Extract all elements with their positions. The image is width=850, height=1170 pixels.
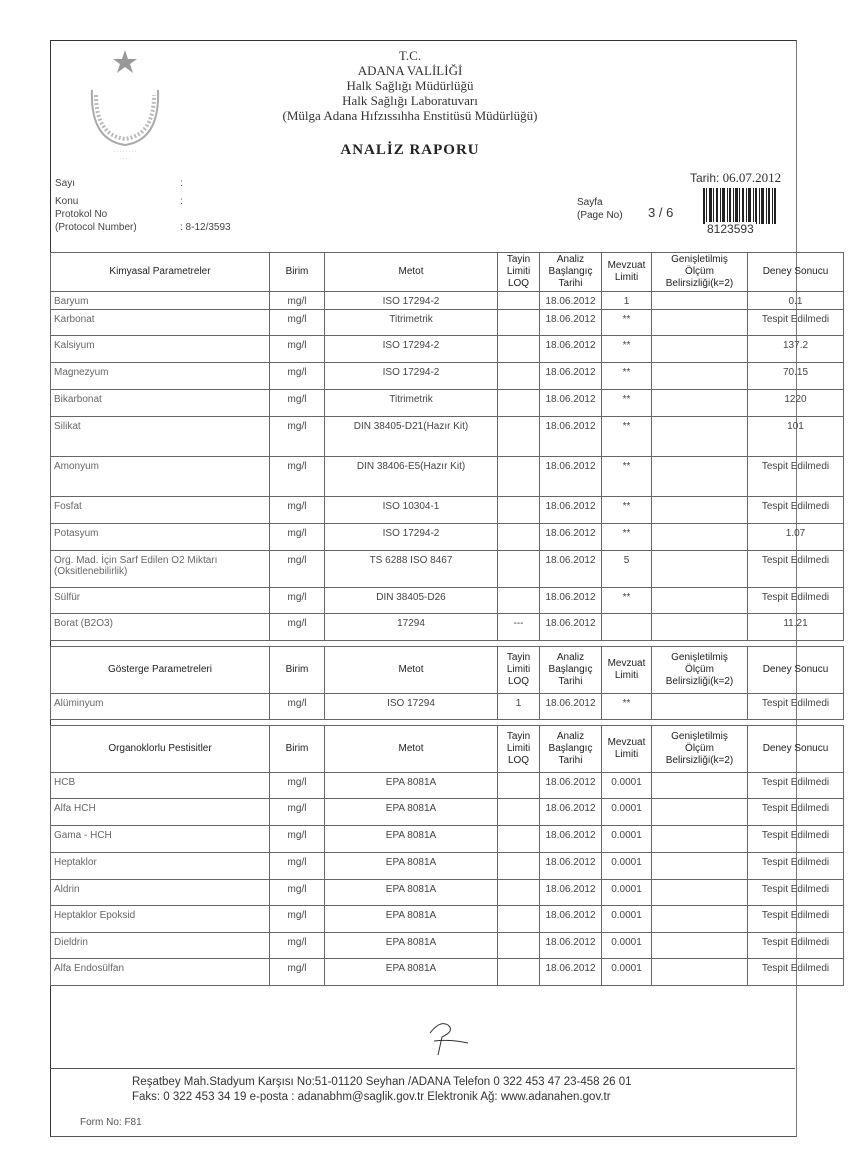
table-row (51, 826, 844, 853)
column-header-line: Analiz (556, 254, 585, 265)
column-header-uncertainty (652, 647, 748, 694)
section-title: Organoklorlu Pestisitler (51, 726, 270, 773)
report-date (690, 170, 781, 186)
table-row (51, 551, 844, 588)
column-header-line: Analiz (556, 731, 585, 742)
method-cell: TS 6288 ISO 8467 (325, 551, 498, 588)
uncertainty-cell (652, 614, 748, 641)
result-cell: 0.1 (748, 292, 844, 310)
start-date-cell: 18.06.2012 (540, 959, 602, 986)
meta-konu (55, 196, 183, 207)
result-cell: Tespit Edilmedi (748, 694, 844, 720)
method-cell: 17294 (325, 614, 498, 641)
uncertainty-cell (652, 551, 748, 588)
start-date-cell: 18.06.2012 (540, 292, 602, 310)
method-cell: ISO 17294-2 (325, 336, 498, 363)
method-cell: Titrimetrik (325, 390, 498, 417)
loq-cell (498, 906, 540, 933)
method-cell: DIN 38406-E5(Hazır Kit) (325, 457, 498, 497)
meta-label: Sayı (55, 178, 76, 189)
parameter-cell: Fosfat (51, 497, 270, 524)
report-title: ANALİZ RAPORU (340, 142, 480, 158)
section-title: Gösterge Parametreleri (51, 647, 270, 694)
limit-cell: 5 (602, 551, 652, 588)
table-row (51, 906, 844, 933)
column-header-line: Mevzuat (607, 260, 646, 271)
method-cell: ISO 17294-2 (325, 292, 498, 310)
loq-cell (498, 773, 540, 799)
method-cell: EPA 8081A (325, 933, 498, 959)
start-date-cell: 18.06.2012 (540, 457, 602, 497)
column-header-start-date (540, 726, 602, 773)
table-row (51, 880, 844, 906)
meta-label: (Protocol Number) (55, 222, 137, 233)
result-cell: Tespit Edilmedi (748, 799, 844, 826)
unit-cell: mg/l (270, 336, 325, 363)
limit-cell: 0.0001 (602, 773, 652, 799)
table-row (51, 363, 844, 390)
limit-cell: ** (602, 497, 652, 524)
uncertainty-cell (652, 524, 748, 551)
loq-cell (498, 933, 540, 959)
unit-cell: mg/l (270, 933, 325, 959)
result-cell: Tespit Edilmedi (748, 959, 844, 986)
parameter-cell: Baryum (51, 292, 270, 310)
uncertainty-cell (652, 292, 748, 310)
parameter-cell: Org. Mad. İçin Sarf Edilen O2 Miktarı (Oksitlenebilirlik) (51, 551, 270, 588)
column-header-line: Belirsizliği(k=2) (665, 676, 734, 687)
table-row (51, 588, 844, 614)
limit-cell: ** (602, 524, 652, 551)
table-row (51, 524, 844, 551)
start-date-cell: 18.06.2012 (540, 310, 602, 336)
result-cell: Tespit Edilmedi (748, 310, 844, 336)
loq-cell (498, 959, 540, 986)
column-header-line: Limiti (614, 272, 639, 283)
unit-cell: mg/l (270, 551, 325, 588)
column-header-line: Limiti (506, 664, 531, 675)
column-header-line: Genişletilmiş (671, 254, 728, 265)
column-header-unit: Birim (270, 726, 325, 773)
header-line: Halk Sağlığı Müdürlüğü (346, 78, 474, 93)
parameter-cell: Dieldrin (51, 933, 270, 959)
limit-cell: 0.0001 (602, 853, 652, 880)
column-header-line: Genişletilmiş (671, 652, 728, 663)
start-date-cell: 18.06.2012 (540, 497, 602, 524)
column-header-line: LOQ (507, 278, 530, 289)
loq-cell (498, 826, 540, 853)
parameter-cell: Amonyum (51, 457, 270, 497)
column-header-line: Başlangıç (548, 743, 593, 754)
method-cell: EPA 8081A (325, 799, 498, 826)
column-header-line: Mevzuat (607, 737, 646, 748)
column-header-method: Metot (325, 726, 498, 773)
unit-cell: mg/l (270, 457, 325, 497)
loq-cell: 1 (498, 694, 540, 720)
uncertainty-cell (652, 310, 748, 336)
start-date-cell: 18.06.2012 (540, 390, 602, 417)
start-date-cell: 18.06.2012 (540, 417, 602, 457)
unit-cell: mg/l (270, 310, 325, 336)
unit-cell: mg/l (270, 853, 325, 880)
uncertainty-cell (652, 497, 748, 524)
section-header-row (51, 647, 844, 694)
result-cell: Tespit Edilmedi (748, 457, 844, 497)
limit-cell: 0.0001 (602, 906, 652, 933)
result-cell: Tespit Edilmedi (748, 933, 844, 959)
parameter-cell: Magnezyum (51, 363, 270, 390)
loq-cell (498, 390, 540, 417)
result-cell: Tespit Edilmedi (748, 853, 844, 880)
limit-cell: ** (602, 390, 652, 417)
column-header-line: LOQ (507, 676, 530, 687)
method-cell: ISO 17294-2 (325, 363, 498, 390)
loq-cell: --- (498, 614, 540, 641)
unit-cell: mg/l (270, 588, 325, 614)
limit-cell: ** (602, 694, 652, 720)
unit-cell: mg/l (270, 906, 325, 933)
start-date-cell: 18.06.2012 (540, 694, 602, 720)
result-cell: Tespit Edilmedi (748, 773, 844, 799)
method-cell: EPA 8081A (325, 906, 498, 933)
parameter-cell: Alfa Endosülfan (51, 959, 270, 986)
parameter-cell: HCB (51, 773, 270, 799)
limit-cell: ** (602, 363, 652, 390)
limit-cell: ** (602, 588, 652, 614)
section-header-row (51, 726, 844, 773)
start-date-cell: 18.06.2012 (540, 524, 602, 551)
column-header-start-date (540, 647, 602, 694)
uncertainty-cell (652, 773, 748, 799)
ministry-logo (70, 45, 180, 165)
result-cell: Tespit Edilmedi (748, 551, 844, 588)
loq-cell (498, 363, 540, 390)
result-cell: Tespit Edilmedi (748, 880, 844, 906)
limit-cell: 1 (602, 292, 652, 310)
table-row (51, 694, 844, 720)
start-date-cell: 18.06.2012 (540, 906, 602, 933)
method-cell: Titrimetrik (325, 310, 498, 336)
uncertainty-cell (652, 933, 748, 959)
limit-cell: ** (602, 310, 652, 336)
loq-cell (498, 551, 540, 588)
page-label-line: (Page No) (577, 210, 623, 221)
method-cell: EPA 8081A (325, 880, 498, 906)
date-label: Tarih: (690, 171, 720, 185)
limit-cell: ** (602, 417, 652, 457)
unit-cell: mg/l (270, 959, 325, 986)
column-header-line: Belirsizliği(k=2) (665, 755, 734, 766)
column-header-line: Limiti (614, 670, 639, 681)
table-row (51, 292, 844, 310)
meta-sayi (55, 178, 183, 189)
column-header-line: Tayin (506, 652, 531, 663)
column-header-line: Limiti (614, 749, 639, 760)
loq-cell (498, 336, 540, 363)
loq-cell (498, 880, 540, 906)
header-line: ADANA VALİLİĞİ (357, 63, 463, 78)
limit-cell (602, 614, 652, 641)
parameter-cell: Heptaklor Epoksid (51, 906, 270, 933)
column-header-line: Analiz (556, 652, 585, 663)
column-header-line: Tarihi (558, 278, 583, 289)
meta-label: Konu (55, 196, 79, 207)
table-row (51, 614, 844, 641)
table-row (51, 959, 844, 986)
table-row (51, 933, 844, 959)
signature (410, 1015, 480, 1060)
parameter-cell: Sülfür (51, 588, 270, 614)
table-row (51, 390, 844, 417)
svg-text:· · · · · · · ·: · · · · · · · · (113, 149, 137, 155)
loq-cell (498, 497, 540, 524)
column-header-result: Deney Sonucu (748, 726, 844, 773)
limit-cell: 0.0001 (602, 799, 652, 826)
method-cell: ISO 17294-2 (325, 524, 498, 551)
svg-text:· · · ·: · · · · (119, 156, 131, 162)
unit-cell: mg/l (270, 497, 325, 524)
result-cell: Tespit Edilmedi (748, 826, 844, 853)
column-header-loq (498, 253, 540, 292)
header-institution (250, 48, 570, 123)
unit-cell: mg/l (270, 880, 325, 906)
column-header-loq (498, 647, 540, 694)
uncertainty-cell (652, 906, 748, 933)
uncertainty-cell (652, 457, 748, 497)
result-cell: 1220 (748, 390, 844, 417)
table-row (51, 853, 844, 880)
meta-protokol-2 (55, 222, 231, 233)
result-cell: Tespit Edilmedi (748, 588, 844, 614)
limit-cell: ** (602, 457, 652, 497)
loq-cell (498, 292, 540, 310)
loq-cell (498, 799, 540, 826)
table-row (51, 799, 844, 826)
start-date-cell: 18.06.2012 (540, 826, 602, 853)
start-date-cell: 18.06.2012 (540, 614, 602, 641)
uncertainty-cell (652, 336, 748, 363)
header-line: Halk Sağlığı Laboratuvarı (342, 93, 478, 108)
column-header-start-date (540, 253, 602, 292)
column-header-line: Başlangıç (548, 266, 593, 277)
meta-value: : (180, 196, 183, 207)
table-row (51, 310, 844, 336)
start-date-cell: 18.06.2012 (540, 853, 602, 880)
column-header-line: Genişletilmiş (671, 731, 728, 742)
start-date-cell: 18.06.2012 (540, 363, 602, 390)
parameter-cell: Alüminyum (51, 694, 270, 720)
result-cell: 137.2 (748, 336, 844, 363)
column-header-line: Ölçüm (685, 664, 714, 675)
limit-cell: 0.0001 (602, 826, 652, 853)
column-header-line: Tarihi (558, 676, 583, 687)
table-row (51, 336, 844, 363)
column-header-method: Metot (325, 253, 498, 292)
table-row (51, 497, 844, 524)
method-cell: ISO 17294 (325, 694, 498, 720)
loq-cell (498, 524, 540, 551)
uncertainty-cell (652, 853, 748, 880)
footer-divider (50, 1068, 795, 1069)
unit-cell: mg/l (270, 826, 325, 853)
column-header-line: LOQ (507, 755, 530, 766)
parameter-cell: Potasyum (51, 524, 270, 551)
header-line: (Mülga Adana Hıfzıssıhha Enstitüsü Müdürlüğü) (282, 108, 538, 123)
section-header-row (51, 253, 844, 292)
uncertainty-cell (652, 880, 748, 906)
parameter-cell: Borat (B2O3) (51, 614, 270, 641)
start-date-cell: 18.06.2012 (540, 336, 602, 363)
method-cell: EPA 8081A (325, 826, 498, 853)
limit-cell: 0.0001 (602, 880, 652, 906)
column-header-line: Tarihi (558, 755, 583, 766)
column-header-legal-limit (602, 647, 652, 694)
date-value: 06.07.2012 (722, 170, 782, 185)
parameter-cell: Alfa HCH (51, 799, 270, 826)
method-cell: DIN 38405-D21(Hazır Kit) (325, 417, 498, 457)
uncertainty-cell (652, 417, 748, 457)
results-table-body (51, 253, 844, 986)
column-header-line: Belirsizliği(k=2) (665, 278, 734, 289)
column-header-line: Limiti (506, 743, 531, 754)
page-label-line: Sayfa (577, 197, 603, 208)
result-cell: 70.15 (748, 363, 844, 390)
column-header-legal-limit (602, 253, 652, 292)
page-label (577, 196, 623, 222)
section-title: Kimyasal Parametreler (51, 253, 270, 292)
parameter-cell: Silikat (51, 417, 270, 457)
uncertainty-cell (652, 799, 748, 826)
limit-cell: 0.0001 (602, 933, 652, 959)
method-cell: ISO 10304-1 (325, 497, 498, 524)
column-header-line: Başlangıç (548, 664, 593, 675)
unit-cell: mg/l (270, 799, 325, 826)
unit-cell: mg/l (270, 363, 325, 390)
parameter-cell: Gama - HCH (51, 826, 270, 853)
limit-cell: 0.0001 (602, 959, 652, 986)
column-header-line: Ölçüm (685, 266, 714, 277)
footer-address: Reşatbey Mah.Stadyum Karşısı No:51-01120 Seyhan /ADANA Telefon 0 322 453 47 23-458 26 01 (132, 1076, 632, 1088)
loq-cell (498, 853, 540, 880)
result-cell: 11.21 (748, 614, 844, 641)
footer-contact: Faks: 0 322 453 34 19 e-posta : adanabhm@saglik.gov.tr Elektronik Ağ: www.adanahen.gov.tr (132, 1091, 611, 1103)
method-cell: DIN 38405-D26 (325, 588, 498, 614)
parameter-cell: Kalsiyum (51, 336, 270, 363)
unit-cell: mg/l (270, 694, 325, 720)
parameter-cell: Heptaklor (51, 853, 270, 880)
uncertainty-cell (652, 390, 748, 417)
column-header-uncertainty (652, 726, 748, 773)
result-cell: 101 (748, 417, 844, 457)
header-line: T.C. (398, 48, 422, 63)
table-row (51, 457, 844, 497)
meta-value: : 8-12/3593 (180, 222, 231, 233)
column-header-unit: Birim (270, 253, 325, 292)
parameter-cell: Aldrin (51, 880, 270, 906)
unit-cell: mg/l (270, 614, 325, 641)
results-table (50, 252, 844, 986)
unit-cell: mg/l (270, 524, 325, 551)
page-number: 3 / 6 (648, 205, 674, 220)
loq-cell (498, 457, 540, 497)
table-row (51, 417, 844, 457)
parameter-cell: Bikarbonat (51, 390, 270, 417)
method-cell: EPA 8081A (325, 959, 498, 986)
result-cell: Tespit Edilmedi (748, 906, 844, 933)
start-date-cell: 18.06.2012 (540, 773, 602, 799)
method-cell: EPA 8081A (325, 853, 498, 880)
start-date-cell: 18.06.2012 (540, 588, 602, 614)
column-header-line: Mevzuat (607, 658, 646, 669)
column-header-result: Deney Sonucu (748, 253, 844, 292)
uncertainty-cell (652, 588, 748, 614)
column-header-line: Limiti (506, 266, 531, 277)
start-date-cell: 18.06.2012 (540, 799, 602, 826)
column-header-line: Tayin (506, 254, 531, 265)
start-date-cell: 18.06.2012 (540, 551, 602, 588)
parameter-cell: Karbonat (51, 310, 270, 336)
uncertainty-cell (652, 694, 748, 720)
unit-cell: mg/l (270, 292, 325, 310)
uncertainty-cell (652, 363, 748, 390)
barcode-number: 8123593 (707, 222, 754, 236)
start-date-cell: 18.06.2012 (540, 933, 602, 959)
meta-value: : (180, 178, 183, 189)
table-row (51, 773, 844, 799)
form-number: Form No: F81 (80, 1117, 142, 1128)
unit-cell: mg/l (270, 390, 325, 417)
column-header-uncertainty (652, 253, 748, 292)
loq-cell (498, 588, 540, 614)
column-header-line: Tayin (506, 731, 531, 742)
column-header-result: Deney Sonucu (748, 647, 844, 694)
meta-label: Protokol No (55, 209, 108, 220)
method-cell: EPA 8081A (325, 773, 498, 799)
loq-cell (498, 310, 540, 336)
result-cell: 1.07 (748, 524, 844, 551)
unit-cell: mg/l (270, 417, 325, 457)
unit-cell: mg/l (270, 773, 325, 799)
meta-protokol (55, 209, 180, 220)
uncertainty-cell (652, 826, 748, 853)
column-header-line: Ölçüm (685, 743, 714, 754)
uncertainty-cell (652, 959, 748, 986)
limit-cell: ** (602, 336, 652, 363)
column-header-loq (498, 726, 540, 773)
column-header-legal-limit (602, 726, 652, 773)
start-date-cell: 18.06.2012 (540, 880, 602, 906)
column-header-unit: Birim (270, 647, 325, 694)
loq-cell (498, 417, 540, 457)
column-header-method: Metot (325, 647, 498, 694)
result-cell: Tespit Edilmedi (748, 497, 844, 524)
